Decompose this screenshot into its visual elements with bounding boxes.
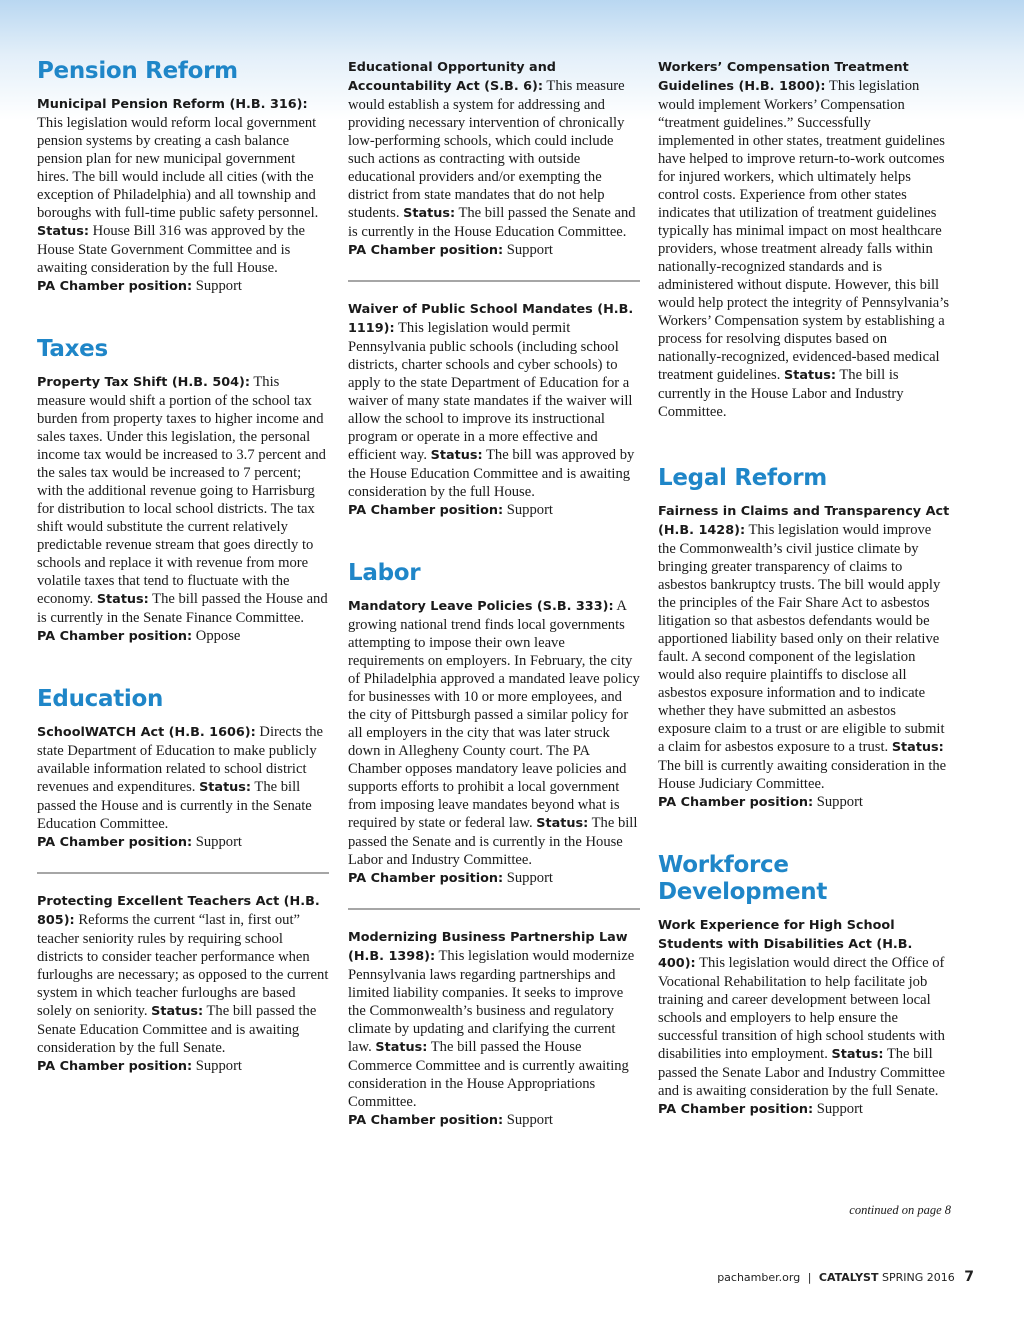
chamber-position [37,627,329,646]
column-right [658,58,950,1119]
bill-text [37,373,329,627]
bill-description: This legislation would modernize Pennsylvania laws regarding partnerships and limited liability companies. It seeks to improve the Commonwealth’s business and regulatory climate by updating and clarifying the current law. [348,948,635,1055]
chamber-position [348,501,640,520]
status-label: Status: [831,1047,884,1062]
position-value: Support [813,794,863,810]
divider [348,280,640,282]
footer-issue: SPRING 2016 [882,1271,955,1284]
position-label: PA Chamber position: [348,243,504,258]
status-label: Status: [37,224,89,239]
bill-name: Work Experience for High School Students with Disabilities Act (H.B. 400): [658,918,913,971]
bill-hb400 [658,916,950,1119]
position-value: Support [503,502,553,518]
position-label: PA Chamber position: [348,871,504,886]
bill-text [348,928,640,1111]
bill-hb1428 [658,502,950,812]
position-value: Oppose [192,628,241,644]
status-text: The bill was approved by the House Education Committee and is awaiting consideration by the full House. [348,447,635,500]
section-title-workforce-development: Workforce Development [658,852,828,905]
bill-text [348,300,640,501]
bill-text [37,95,329,277]
status-text: The bill passed the Senate and is currently in the House Labor and Industry Committee. [348,815,638,868]
chamber-position [658,1100,950,1119]
bill-text [37,892,329,1057]
bill-text [348,58,640,241]
bill-description: This legislation would direct the Office of Vocational Rehabilitation to help facilitate job training and career development between local schools and employers to help ensure the successful transition of high school students with disabilities into employment. [658,955,945,1062]
status-text: The bill passed the House and is currently in the Senate Education Committee. [37,779,312,832]
status-label: Status: [891,740,944,755]
position-value: Support [192,278,242,294]
bill-description: This legislation would implement Workers’ Compensation “treatment guidelines.” Successfully implemented in other states, treatment guidelines have helped to improve return-to-work outcomes for injured workers, which ultimately helps control costs. Experience from other states indicates that utilization of treatment guidelines typically has minimal impact on most healthcare providers, whose treatment already falls within nationally-recognized standards and is administered without dispute. However, this bill would help protect the integrity of Pennsylvania’s Workers’ Compensation system by establishing a process for resolving disputes based on nationally-recognized, evidenced-based medical treatment guidelines. [658,78,950,383]
status-text: The bill passed the Senate Education Committee and is awaiting consideration by the full Senate. [37,1003,317,1056]
page-footer [717,1269,974,1285]
bill-text [658,916,950,1100]
section-title-education: Education [37,686,164,712]
bill-hb316 [37,95,329,296]
status-label: Status: [784,368,836,383]
position-label: PA Chamber position: [37,629,193,644]
status-text: The bill passed the House and is currently in the Senate Finance Committee. [37,591,328,626]
bill-text [658,58,950,421]
bill-hb1398 [348,928,640,1130]
footer-separator: | [807,1271,812,1284]
chamber-position [37,277,329,296]
position-value: Support [192,834,242,850]
position-value: Support [192,1058,242,1074]
position-label: PA Chamber position: [658,1102,814,1117]
status-label: Status: [536,816,589,831]
page-number: 7 [964,1269,974,1285]
status-text: The bill is currently awaiting consideration in the House Judiciary Committee. [658,758,947,792]
chamber-position [37,1057,329,1076]
position-value: Support [813,1101,863,1117]
column-left [37,58,329,1076]
bill-description: Directs the state Department of Education to make publicly available information related to school district revenues and expenditures. [37,724,324,795]
status-text: The bill is currently in the House Labor and Industry Committee. [658,367,904,420]
position-label: PA Chamber position: [348,503,504,518]
status-label: Status: [430,448,483,463]
status-text: The bill passed the Senate and is currently in the House Education Committee. [348,205,636,240]
position-label: PA Chamber position: [37,835,193,850]
bill-description: Reforms the current “last in, first out” teacher seniority rules by requiring school districts to consider teacher performance when furloughs are necessary; as opposed to the current system in which teacher furloughs are based solely on seniority. [37,912,329,1019]
divider [37,872,329,874]
divider [348,908,640,910]
position-label: PA Chamber position: [658,795,814,810]
bill-name: Municipal Pension Reform (H.B. 316): [37,97,308,112]
position-label: PA Chamber position: [348,1113,504,1128]
bill-hb504 [37,373,329,646]
bill-hb805 [37,892,329,1076]
position-value: Support [503,870,553,886]
section-title-pension-reform: Pension Reform [37,58,238,84]
status-text: The bill passed the Senate Labor and Industry Committee and is awaiting consideration by the full Senate. [658,1046,945,1099]
bill-hb1800 [658,58,950,421]
status-label: Status: [151,1004,204,1019]
status-text: House Bill 316 was approved by the House State Government Committee and is awaiting consideration by the full House. [37,223,305,276]
bill-name: Waiver of Public School Mandates (H.B. 1119): [348,302,634,336]
footer-magazine: CATALYST [818,1271,879,1284]
section-title-legal-reform: Legal Reform [658,465,827,491]
bill-name: Mandatory Leave Policies (S.B. 333): [348,599,614,614]
footer-site: pachamber.org [717,1271,801,1284]
chamber-position [348,241,640,260]
bill-description: A growing national trend finds local governments attempting to impose their own leave requirements on employers. In February, the city of Philadelphia approved a mandated leave policy for businesses with 10 or more employees, and the city of Pittsburgh passed a similar policy for all employers in the city that was later struck down in Allegheny County court. The PA Chamber opposes mandatory leave policies and supports efforts to prohibit a local government from imposing leave mandates beyond what is required by state or federal law. [348,598,640,831]
bill-description: This measure would establish a system for addressing and providing necessary intervention of chronically low-performing schools, which could include such actions as contracting with outside educational providers and/or exempting the district from state mandates that do not help students. [348,78,625,221]
status-label: Status: [403,206,456,221]
continued-note: continued on page 8 [849,1203,951,1217]
bill-name: Modernizing Business Partnership Law (H.B. 1398): [348,930,628,964]
bill-name: SchoolWATCH Act (H.B. 1606): [37,725,256,740]
chamber-position [348,869,640,888]
bill-sb6 [348,58,640,260]
bill-name: Workers’ Compensation Treatment Guidelines (H.B. 1800): [658,60,909,94]
bill-name: Fairness in Claims and Transparency Act (H.B. 1428): [658,504,950,538]
column-middle [348,58,640,1130]
position-label: PA Chamber position: [37,279,193,294]
chamber-position [348,1111,640,1130]
status-text: The bill passed the House Commerce Committee and is currently awaiting consideration in the House Appropriations Committee. [348,1039,629,1110]
bill-sb333 [348,597,640,888]
bill-description: This legislation would improve the Commonwealth’s civil justice climate by bringing greater transparency of claims to asbestos bankruptcy trusts. The bill would apply the principles of the Fair Share Act to asbestos litigation so that asbestos defendants would be apportioned liability based only on their relative fault. A second component of the legislation would also require plaintiffs to disclose all asbestos exposure information and to indicate whether they have submitted an asbestos exposure claim to a trust or are eligible to submit a claim for asbestos exposure to a trust. [658,522,945,755]
chamber-position [37,833,329,852]
chamber-position [658,793,950,812]
section-title-taxes: Taxes [37,336,108,362]
bill-description: This legislation would reform local government pension systems by creating a cash balance pension plan for new municipal government hires. The bill would include all cities (with the exception of Philadelphia) and all township and boroughs with full-time public safety personnel. [37,115,319,221]
bill-name: Protecting Excellent Teachers Act (H.B. 805): [37,894,320,928]
status-label: Status: [96,592,149,607]
bill-hb1606 [37,723,329,852]
status-label: Status: [199,780,252,795]
position-value: Support [503,1112,553,1128]
bill-name: Property Tax Shift (H.B. 504): [37,375,250,390]
bill-description: This legislation would permit Pennsylvania public schools (including school districts, charter schools and cyber schools) to apply to the state Department of Education for a waiver of many state mandates if the waiver will allow the school to improve its instructional program or operate in a more effective and efficient way. [348,320,633,463]
bill-text [658,502,950,793]
bill-text [37,723,329,833]
bill-text [348,597,640,869]
bill-hb1119 [348,300,640,520]
status-label: Status: [375,1040,428,1055]
section-title-labor: Labor [348,560,421,586]
position-label: PA Chamber position: [37,1059,193,1074]
position-value: Support [503,242,553,258]
bill-name: Educational Opportunity and Accountability Act (S.B. 6): [348,60,556,94]
bill-description: This measure would shift a portion of the school tax burden from property taxes to higher income and sales taxes. Under this legislation, the personal income tax would be increased to 3.7 percent and the sales tax would be increased to 7 percent; with the additional revenue going to Harrisburg for distribution to local school districts. The tax shift would substitute the current relatively predictable revenue stream that goes directly to schools and replace it with revenue from more volatile taxes that tend to fluctuate with the economy. [37,374,326,607]
